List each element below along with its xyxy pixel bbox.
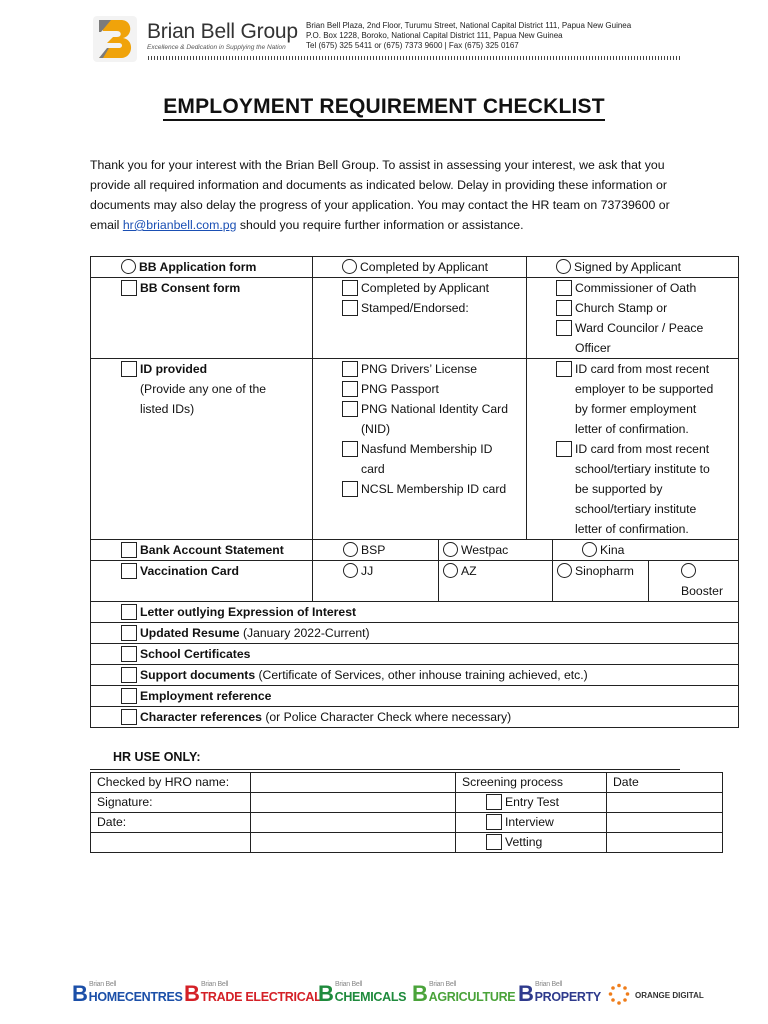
b-mark-icon: B <box>184 981 200 1006</box>
checkbox-updated-resume[interactable] <box>121 625 137 641</box>
hr-table <box>90 772 723 853</box>
signature-input[interactable] <box>251 793 456 813</box>
agriculture-logo: B Brian Bell AGRICULTURE <box>412 981 516 1006</box>
radio-westpac[interactable] <box>443 542 458 557</box>
checkbox-ncsl-id[interactable] <box>342 481 358 497</box>
radio-kina[interactable] <box>582 542 597 557</box>
trade-electrical-logo: B Brian Bell TRADE ELECTRICAL <box>184 981 322 1006</box>
table-row: BB Application form Completed by Applicant Signed by Applicant <box>91 257 739 278</box>
signature-label: Signature: <box>91 793 251 813</box>
table-row: Character references (or Police Character Check where necessary) <box>91 707 739 728</box>
table-row: Updated Resume (January 2022-Current) <box>91 623 739 644</box>
table-row: BB Consent form Completed by Applicant Stamped/Endorsed: Commissioner of Oath Church Stamp or Ward Councilor / Peace Officer <box>91 278 739 359</box>
screening-label: Screening process <box>456 773 607 793</box>
entry-test-date[interactable] <box>607 793 723 813</box>
radio-az[interactable] <box>443 563 458 578</box>
vetting-date[interactable] <box>607 833 723 853</box>
table-row: Bank Account Statement BSP Westpac Kina <box>91 540 739 561</box>
hr-email-link[interactable]: hr@brianbell.com.pg <box>122 218 237 232</box>
checkbox-commissioner-of-oath[interactable] <box>556 280 572 296</box>
radio-booster[interactable] <box>681 563 696 578</box>
table-row: Date: Interview <box>91 813 723 833</box>
hr-use-only-label: HR USE ONLY: <box>113 750 201 764</box>
radio-completed-by-applicant[interactable] <box>342 259 357 274</box>
checkbox-entry-test[interactable] <box>486 794 502 810</box>
homecentres-logo: B Brian Bell HOMECENTRES <box>72 981 183 1006</box>
b-mark-icon: B <box>412 981 428 1006</box>
table-row <box>91 773 723 793</box>
checkbox-school-id[interactable] <box>556 441 572 457</box>
orange-digital-logo: ORANGE DIGITAL <box>608 983 704 1007</box>
chemicals-logo: B Brian Bell CHEMICALS <box>318 981 407 1006</box>
checkbox-stamped-endorsed[interactable] <box>342 300 358 316</box>
interview-date[interactable] <box>607 813 723 833</box>
table-row: Employment reference <box>91 686 739 707</box>
b-mark-icon: B <box>72 981 88 1006</box>
checklist-table <box>90 256 739 728</box>
radio-bsp[interactable] <box>343 542 358 557</box>
checkbox-drivers-license[interactable] <box>342 361 358 377</box>
checked-by-label: Checked by HRO name: <box>91 773 251 793</box>
table-row: Vaccination Card JJ AZ Sinopharm Booster <box>91 561 739 602</box>
date-input[interactable] <box>251 813 456 833</box>
checkbox-school-certificates[interactable] <box>121 646 137 662</box>
table-row: ID provided (Provide any one of the listed IDs) PNG Drivers’ License PNG Passport PNG National Identity Card (NID) Nasfund Membership ID card NCSL Membership ID card ID card from most recent employer to be supported by former employment letter of confirmation. ID card from most recent school/tertiary institute to be supported by school/tertiary institute letter of confirmation. <box>91 359 739 540</box>
b-mark-icon: B <box>318 981 334 1006</box>
table-row: Vetting <box>91 833 723 853</box>
intro-paragraph: Thank you for your interest with the Brian Bell Group. To assist in assessing your interest, we ask that you provide all required information and documents as indicated below. Delay in providing these information or documents may also delay the progress of your application. You may contact the HR team on 73739600 or email hr@brianbell.com.pg should you require further information or assistance. <box>90 158 670 232</box>
checkbox-vetting[interactable] <box>486 834 502 850</box>
address-line-3: Tel (675) 325 5411 or (675) 7373 9600 | Fax (675) 325 0167 <box>306 41 519 50</box>
orange-digital-icon <box>608 983 630 1007</box>
table-row: Signature: Entry Test <box>91 793 723 813</box>
address-line-1: Brian Bell Plaza, 2nd Floor, Turumu Street, National Capital District 111, Papua New Guinea <box>306 21 632 30</box>
checkbox-nasfund-id[interactable] <box>342 441 358 457</box>
page-title: EMPLOYMENT REQUIREMENT CHECKLIST <box>0 95 768 119</box>
hr-divider <box>90 769 680 770</box>
checked-by-input[interactable] <box>251 773 456 793</box>
checkbox-employment-reference[interactable] <box>121 688 137 704</box>
checkbox-consent-form[interactable] <box>121 280 137 296</box>
checkbox-support-documents[interactable] <box>121 667 137 683</box>
company-name: Brian Bell Group <box>147 20 298 43</box>
checkbox-passport[interactable] <box>342 381 358 397</box>
blank-cell <box>91 833 251 853</box>
checkbox-id-provided[interactable] <box>121 361 137 377</box>
table-row: School Certificates <box>91 644 739 665</box>
checkbox-interview[interactable] <box>486 814 502 830</box>
b-mark-icon: B <box>518 981 534 1006</box>
blank-cell <box>251 833 456 853</box>
radio-application-form[interactable] <box>121 259 136 274</box>
checkbox-bank-statement[interactable] <box>121 542 137 558</box>
checkbox-employer-id[interactable] <box>556 361 572 377</box>
checkbox-church-stamp[interactable] <box>556 300 572 316</box>
checkbox-national-id[interactable] <box>342 401 358 417</box>
table-row: Support documents (Certificate of Services, other inhouse training achieved, etc.) <box>91 665 739 686</box>
property-logo: B Brian Bell PROPERTY <box>518 981 601 1006</box>
radio-sinopharm[interactable] <box>557 563 572 578</box>
checkbox-expression-of-interest[interactable] <box>121 604 137 620</box>
checkbox-completed-by-applicant[interactable] <box>342 280 358 296</box>
checkbox-character-references[interactable] <box>121 709 137 725</box>
brian-bell-logo-icon <box>93 16 137 62</box>
checkbox-ward-councilor[interactable] <box>556 320 572 336</box>
address-line-2: P.O. Box 1228, Boroko, National Capital District 111, Papua New Guinea <box>306 31 563 40</box>
date-label: Date: <box>91 813 251 833</box>
date-header: Date <box>607 773 723 793</box>
company-tagline: Excellence & Dedication in Supplying the Nation <box>147 44 286 51</box>
table-row: Letter outlying Expression of Interest <box>91 602 739 623</box>
radio-jj[interactable] <box>343 563 358 578</box>
header-divider <box>148 56 680 60</box>
radio-signed-by-applicant[interactable] <box>556 259 571 274</box>
checkbox-vaccination-card[interactable] <box>121 563 137 579</box>
